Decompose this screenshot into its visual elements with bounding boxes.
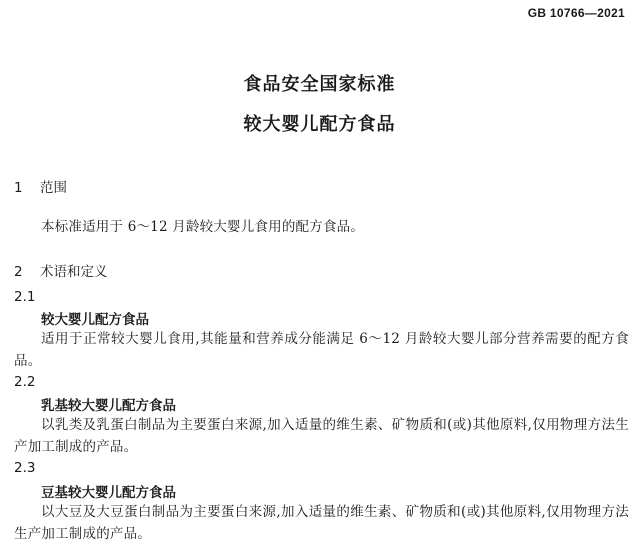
term-definition: 以大豆及大豆蛋白制品为主要蛋白来源,加入适量的维生素、矿物质和(或)其他原料,仅用物理方法生产加工制成的产品。	[14, 504, 629, 542]
clause-number: 2.1	[14, 289, 36, 305]
standard-code: GB 10766—2021	[527, 6, 625, 20]
section-1-text: 本标准适用于 6～12 月龄较大婴儿食用的配方食品。	[41, 219, 365, 235]
section-title: 术语和定义	[40, 264, 108, 280]
clause-number: 2.3	[14, 460, 36, 476]
section-2-heading	[14, 260, 108, 280]
section-title: 范围	[40, 180, 67, 196]
term-heading: 较大婴儿配方食品	[41, 312, 149, 328]
term-heading: 豆基较大婴儿配方食品	[41, 485, 176, 501]
document-subtitle: 较大婴儿配方食品	[243, 114, 396, 135]
clause-number: 2.2	[14, 374, 36, 390]
term-heading: 乳基较大婴儿配方食品	[41, 398, 176, 414]
section-number: 1	[14, 180, 23, 196]
section-1-heading	[14, 176, 67, 196]
section-number: 2	[14, 264, 23, 280]
term-definition: 适用于正常较大婴儿食用,其能量和营养成分能满足 6～12 月龄较大婴儿部分营养需要的配方食品。	[14, 331, 629, 369]
document-title: 食品安全国家标准	[243, 74, 396, 95]
term-definition: 以乳类及乳蛋白制品为主要蛋白来源,加入适量的维生素、矿物质和(或)其他原料,仅用物理方法生产加工制成的产品。	[14, 417, 629, 455]
